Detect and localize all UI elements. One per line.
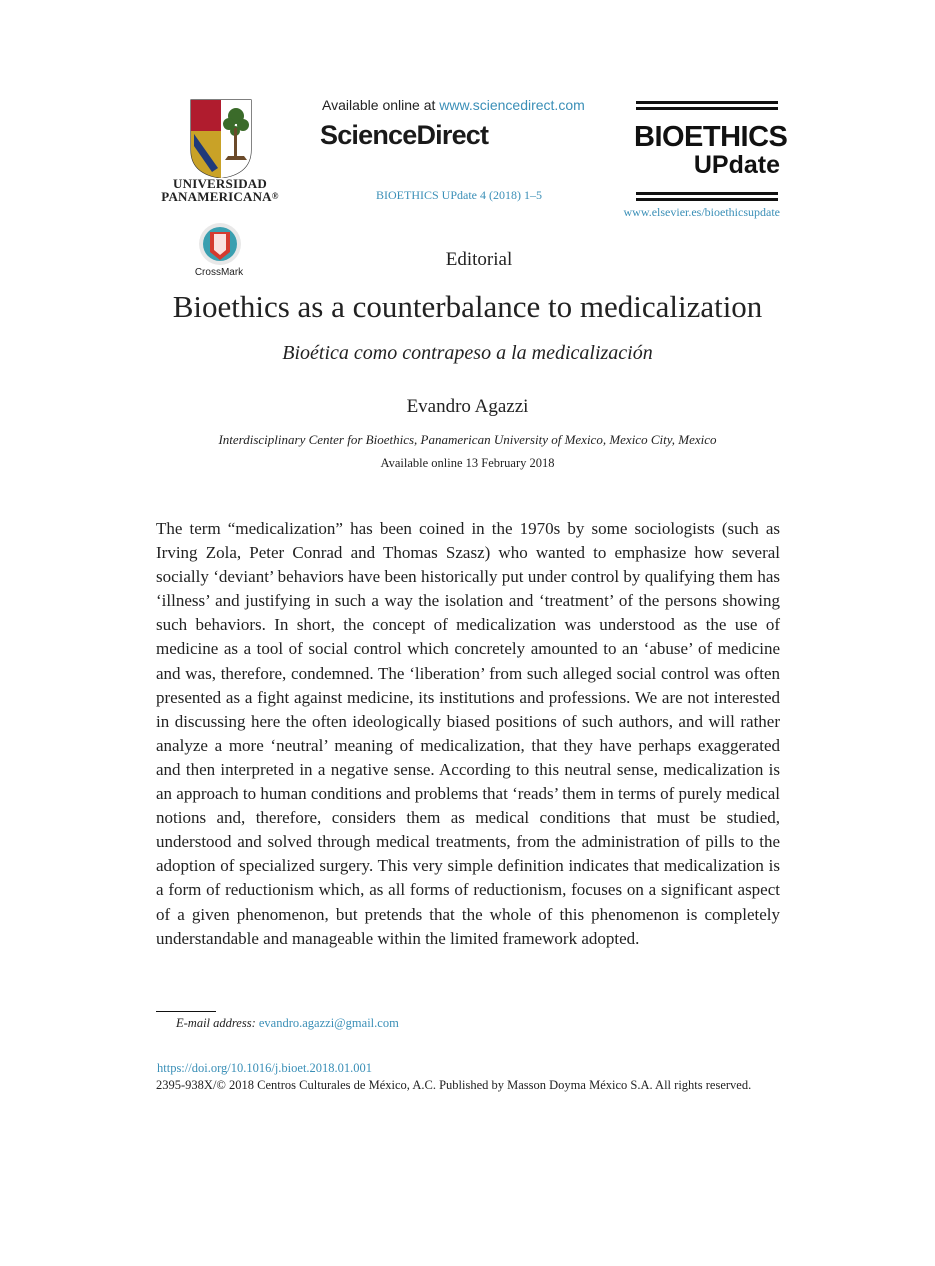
available-online-prefix: Available online at	[322, 97, 440, 113]
journal-logo-line1: BIOETHICS	[634, 121, 788, 153]
crossmark-label: CrossMark	[194, 267, 244, 278]
copyright-line: 2395-938X/© 2018 Centros Culturales de México, A.C. Published by Masson Doyma México S.A. All rights reserved.	[156, 1078, 752, 1092]
sciencedirect-title: ScienceDirect	[320, 120, 489, 150]
available-online-line	[322, 97, 585, 113]
doi-link[interactable]: https://doi.org/10.1016/j.bioet.2018.01.001	[157, 1061, 373, 1075]
journal-logo-top-rules	[636, 101, 778, 113]
university-name-line1: UNIVERSIDAD	[173, 176, 267, 191]
article-subtitle: Bioética como contrapeso a la medicalización	[282, 342, 653, 364]
university-name	[150, 177, 290, 203]
section-label: Editorial	[445, 249, 513, 270]
available-online-date: Available online 13 February 2018	[380, 456, 555, 470]
university-shield-icon	[150, 98, 290, 178]
author-name: Evandro Agazzi	[406, 396, 529, 417]
email-link[interactable]: evandro.agazzi@gmail.com	[258, 1016, 399, 1030]
footnote-divider	[156, 1011, 216, 1012]
sciencedirect-link[interactable]: www.sciencedirect.com	[439, 97, 585, 113]
journal-logo-bottom-rules	[636, 192, 778, 204]
email-label: E-mail address:	[176, 1016, 256, 1030]
journal-logo-line2: UPdate	[693, 151, 780, 179]
article-title: Bioethics as a counterbalance to medicalization	[172, 289, 763, 324]
registered-mark: ®	[271, 191, 279, 201]
journal-url[interactable]: www.elsevier.es/bioethicsupdate	[623, 205, 780, 219]
email-footnote	[176, 1016, 399, 1031]
author-affiliation: Interdisciplinary Center for Bioethics, Panamerican University of Mexico, Mexico City, Mexico	[218, 432, 717, 447]
journal-reference[interactable]: BIOETHICS UPdate 4 (2018) 1–5	[376, 188, 542, 202]
university-name-line2: PANAMERICANA	[161, 189, 272, 204]
body-paragraph: The term “medicalization” has been coined in the 1970s by some sociologists (such as Irving Zola, Peter Conrad and Thomas Szasz) who wanted to emphasize how several socially ‘deviant’ behaviors have been historically put under control by qualifying them has ‘illness’ and justifying in such a way the isolation and ‘treatment’ of the persons showing such behaviors. In short, the concept of medicalization was understood as the use of medicine as a tool of social control which concretely amounted to an ‘abuse’ of medicine and was, therefore, condemned. The ‘liberation’ from such alleged social control was often presented as a fight against medicine, its institutions and professions. We are not interested in discussing here the often ideologically biased positions of such authors, and will rather analyze a more ‘neutral’ meaning of medicalization, that they have perhaps exaggerated and then interpreted in a negative sense. According to this neutral sense, medicalization is an approach to human conditions and problems that ‘reads’ them in terms of purely medical notions and, therefore, considers them as medical conditions that must be studied, understood and solved through medical treatments, from the administration of pills to the adoption of specialized surgery. This very simple definition indicates that medicalization is a form of reductionism which, as all forms of reductionism, focuses on a significant aspect of a given phenomenon, but pretends that the whole of this phenomenon is completely understandable and manageable within the limited framework adopted.	[156, 519, 780, 948]
